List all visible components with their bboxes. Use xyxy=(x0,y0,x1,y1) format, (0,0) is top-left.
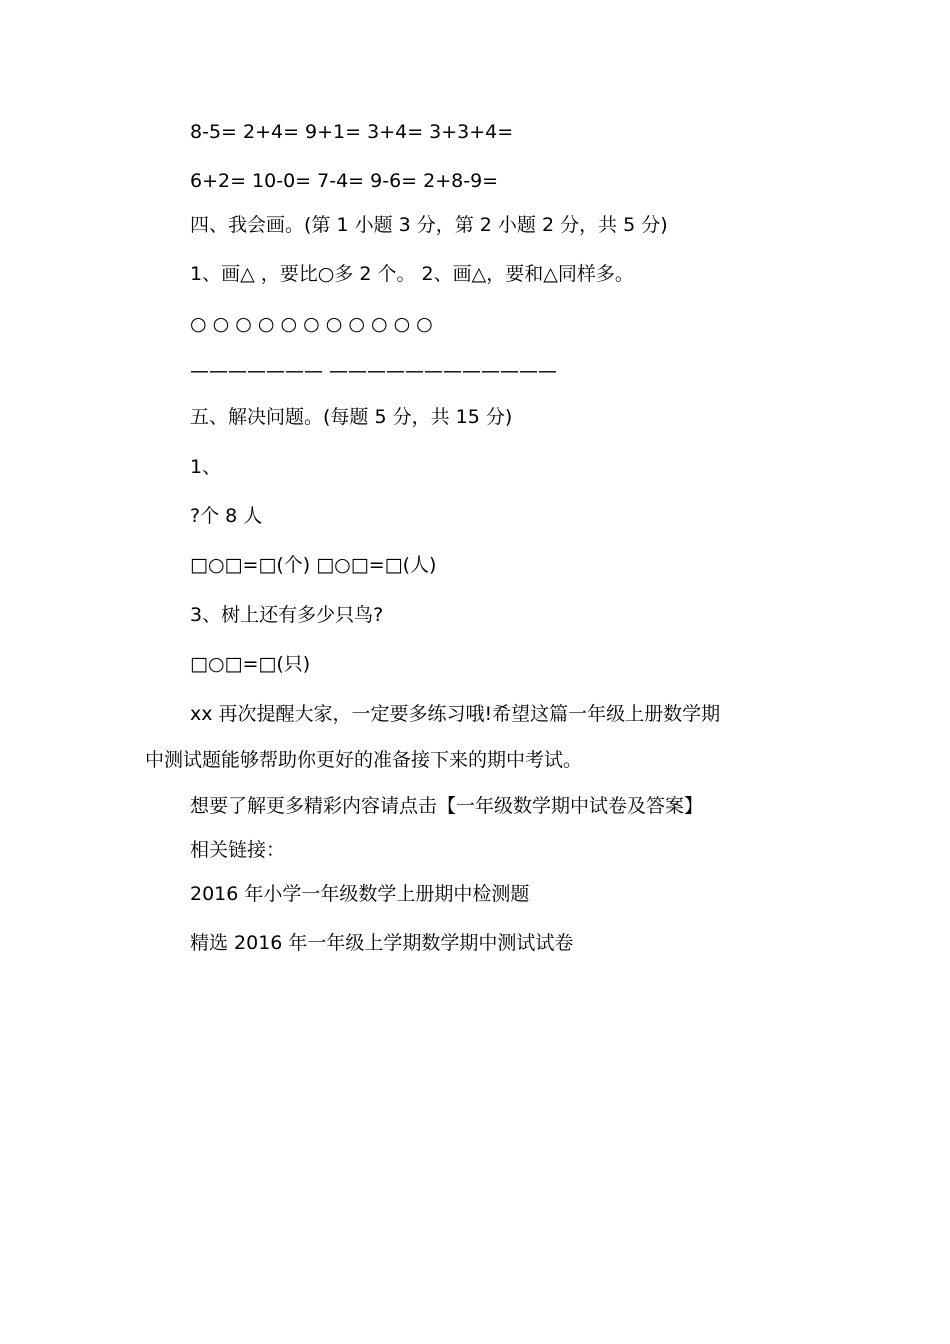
problem-3-question: 3、树上还有多少只鸟? xyxy=(190,604,384,626)
problem-3-answer-boxes: □○□=□(只) xyxy=(190,653,311,675)
circle-row: ○ ○ ○ ○ ○ ○ ○ ○ ○ ○ ○ xyxy=(190,313,433,335)
section-five-heading: 五、解决问题。(每题 5 分，共 15 分) xyxy=(190,406,513,428)
reminder-paragraph-line-2: 中测试题能够帮助你更好的准备接下来的期中考试。 xyxy=(145,749,583,771)
drawing-instructions: 1、画△ ，要比○多 2 个。 2、画△，要和△同样多。 xyxy=(190,263,634,285)
section-four-heading: 四、我会画。(第 1 小题 3 分，第 2 小题 2 分，共 5 分) xyxy=(190,214,668,236)
reminder-paragraph-line-1: xx 再次提醒大家，一定要多练习哦!希望这篇一年级上册数学期 xyxy=(190,703,721,725)
more-content-link[interactable]: 想要了解更多精彩内容请点击【一年级数学期中试卷及答案】 xyxy=(190,795,704,817)
related-links-label: 相关链接： xyxy=(190,839,286,861)
problem-1-answer-boxes: □○□=□(个) □○□=□(人) xyxy=(190,554,437,576)
problem-1-text: ?个 8 人 xyxy=(190,505,263,527)
equations-row-1: 8-5= 2+4= 9+1= 3+4= 3+3+4= xyxy=(190,121,514,143)
related-link-2[interactable]: 精选 2016 年一年级上学期数学期中测试试卷 xyxy=(190,932,574,954)
related-link-1[interactable]: 2016 年小学一年级数学上册期中检测题 xyxy=(190,883,530,905)
equations-row-2: 6+2= 10-0= 7-4= 9-6= 2+8-9= xyxy=(190,170,499,192)
answer-blank-lines: ——————— ———————————— xyxy=(190,360,558,382)
problem-1-label: 1、 xyxy=(190,456,222,478)
